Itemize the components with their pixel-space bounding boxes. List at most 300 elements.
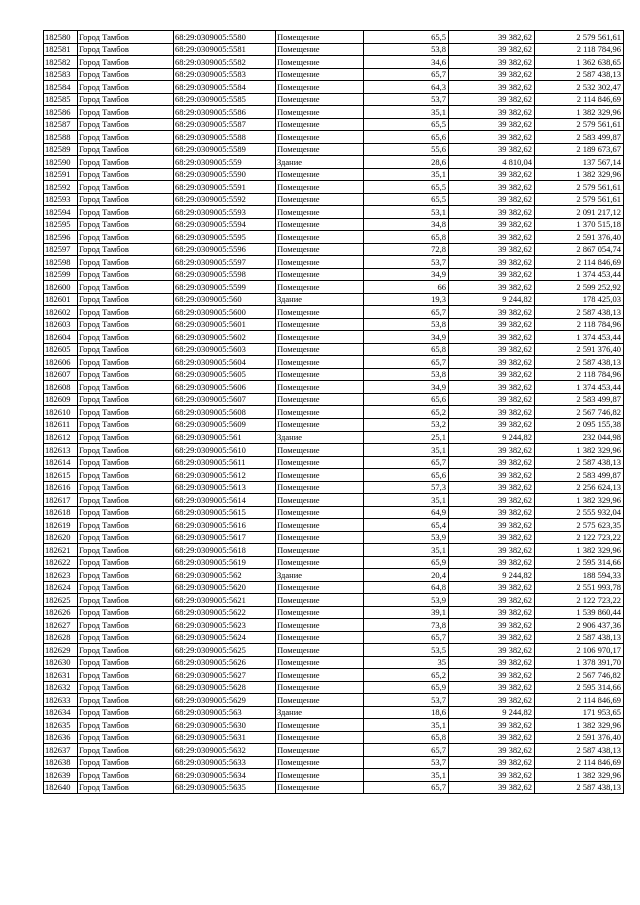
area-cell: 65,5 [364, 118, 449, 131]
cadastral-value-cell: 2 595 314,66 [535, 681, 624, 694]
city-cell: Город Тамбов [78, 356, 174, 369]
cadastral-value-cell: 188 594,33 [535, 569, 624, 582]
unit-price-cell: 39 382,62 [449, 744, 535, 757]
cadastral-number-cell: 68:29:0309005:5616 [174, 519, 276, 532]
city-cell: Город Тамбов [78, 168, 174, 181]
object-type-cell: Помещение [276, 393, 364, 406]
cadastral-value-cell: 1 374 453,44 [535, 268, 624, 281]
table-row [44, 318, 624, 331]
table-row [44, 719, 624, 732]
row-id-cell: 182580 [44, 31, 78, 44]
unit-price-cell: 39 382,62 [449, 606, 535, 619]
cadastral-number-cell: 68:29:0309005:5628 [174, 681, 276, 694]
table-row [44, 431, 624, 444]
cadastral-value-cell: 2 867 054,74 [535, 243, 624, 256]
table-row [44, 231, 624, 244]
object-type-cell: Помещение [276, 694, 364, 707]
object-type-cell: Помещение [276, 469, 364, 482]
row-id-cell: 182602 [44, 306, 78, 319]
area-cell: 55,6 [364, 143, 449, 156]
cadastral-value-cell: 1 382 329,96 [535, 168, 624, 181]
table-row [44, 368, 624, 381]
object-type-cell: Помещение [276, 669, 364, 682]
unit-price-cell: 39 382,62 [449, 68, 535, 81]
city-cell: Город Тамбов [78, 81, 174, 94]
unit-price-cell: 39 382,62 [449, 356, 535, 369]
row-id-cell: 182611 [44, 418, 78, 431]
table-row [44, 181, 624, 194]
cadastral-value-cell: 178 425,03 [535, 293, 624, 306]
cadastral-number-cell: 68:29:0309005:5584 [174, 81, 276, 94]
city-cell: Город Тамбов [78, 268, 174, 281]
unit-price-cell: 39 382,62 [449, 418, 535, 431]
row-id-cell: 182640 [44, 781, 78, 794]
area-cell: 65,6 [364, 131, 449, 144]
city-cell: Город Тамбов [78, 481, 174, 494]
object-type-cell: Помещение [276, 656, 364, 669]
unit-price-cell: 9 244,82 [449, 431, 535, 444]
object-type-cell: Помещение [276, 544, 364, 557]
area-cell: 53,2 [364, 418, 449, 431]
cadastral-value-cell: 2 579 561,61 [535, 181, 624, 194]
cadastral-value-cell: 2 567 746,82 [535, 669, 624, 682]
cadastral-value-cell: 2 587 438,13 [535, 68, 624, 81]
unit-price-cell: 39 382,62 [449, 731, 535, 744]
row-id-cell: 182618 [44, 506, 78, 519]
cadastral-value-cell: 1 382 329,96 [535, 544, 624, 557]
city-cell: Город Тамбов [78, 131, 174, 144]
cadastral-number-cell: 68:29:0309005:5593 [174, 206, 276, 219]
object-type-cell: Помещение [276, 43, 364, 56]
row-id-cell: 182634 [44, 706, 78, 719]
unit-price-cell: 39 382,62 [449, 456, 535, 469]
area-cell: 25,1 [364, 431, 449, 444]
cadastral-value-cell: 2 118 784,96 [535, 318, 624, 331]
area-cell: 20,4 [364, 569, 449, 582]
cadastral-number-cell: 68:29:0309005:5621 [174, 594, 276, 607]
object-type-cell: Помещение [276, 681, 364, 694]
cadastral-value-cell: 2 599 252,92 [535, 281, 624, 294]
area-cell: 53,9 [364, 531, 449, 544]
row-id-cell: 182613 [44, 444, 78, 457]
row-id-cell: 182601 [44, 293, 78, 306]
table-row [44, 444, 624, 457]
city-cell: Город Тамбов [78, 594, 174, 607]
unit-price-cell: 39 382,62 [449, 694, 535, 707]
city-cell: Город Тамбов [78, 544, 174, 557]
cadastral-value-cell: 2 579 561,61 [535, 193, 624, 206]
cadastral-value-cell: 1 370 515,18 [535, 218, 624, 231]
city-cell: Город Тамбов [78, 606, 174, 619]
cadastral-number-cell: 68:29:0309005:5596 [174, 243, 276, 256]
row-id-cell: 182594 [44, 206, 78, 219]
table-row [44, 331, 624, 344]
cadastral-number-cell: 68:29:0309005:562 [174, 569, 276, 582]
unit-price-cell: 39 382,62 [449, 256, 535, 269]
unit-price-cell: 39 382,62 [449, 469, 535, 482]
city-cell: Город Тамбов [78, 231, 174, 244]
cadastral-value-cell: 2 114 846,69 [535, 93, 624, 106]
cadastral-value-cell: 1 362 638,65 [535, 56, 624, 69]
cadastral-value-cell: 2 583 499,87 [535, 393, 624, 406]
table-row [44, 143, 624, 156]
unit-price-cell: 39 382,62 [449, 619, 535, 632]
object-type-cell: Помещение [276, 356, 364, 369]
table-row [44, 243, 624, 256]
object-type-cell: Помещение [276, 331, 364, 344]
object-type-cell: Помещение [276, 193, 364, 206]
object-type-cell: Помещение [276, 56, 364, 69]
row-id-cell: 182582 [44, 56, 78, 69]
area-cell: 65,5 [364, 193, 449, 206]
area-cell: 65,8 [364, 343, 449, 356]
city-cell: Город Тамбов [78, 343, 174, 356]
row-id-cell: 182612 [44, 431, 78, 444]
city-cell: Город Тамбов [78, 143, 174, 156]
unit-price-cell: 39 382,62 [449, 281, 535, 294]
object-type-cell: Помещение [276, 343, 364, 356]
object-type-cell: Помещение [276, 481, 364, 494]
object-type-cell: Помещение [276, 168, 364, 181]
cadastral-number-cell: 68:29:0309005:5618 [174, 544, 276, 557]
cadastral-value-cell: 1 382 329,96 [535, 106, 624, 119]
cadastral-value-cell: 2 591 376,40 [535, 343, 624, 356]
cadastral-value-cell: 1 382 329,96 [535, 444, 624, 457]
area-cell: 53,7 [364, 93, 449, 106]
unit-price-cell: 39 382,62 [449, 243, 535, 256]
cadastral-number-cell: 68:29:0309005:5592 [174, 193, 276, 206]
row-id-cell: 182615 [44, 469, 78, 482]
area-cell: 35,1 [364, 494, 449, 507]
area-cell: 65,7 [364, 356, 449, 369]
area-cell: 65,9 [364, 681, 449, 694]
area-cell: 35,1 [364, 769, 449, 782]
row-id-cell: 182583 [44, 68, 78, 81]
object-type-cell: Помещение [276, 781, 364, 794]
row-id-cell: 182636 [44, 731, 78, 744]
unit-price-cell: 39 382,62 [449, 756, 535, 769]
cadastral-value-cell: 2 091 217,12 [535, 206, 624, 219]
unit-price-cell: 39 382,62 [449, 231, 535, 244]
area-cell: 64,3 [364, 81, 449, 94]
cadastral-value-cell: 1 378 391,70 [535, 656, 624, 669]
cadastral-value-cell: 2 587 438,13 [535, 356, 624, 369]
area-cell: 18,6 [364, 706, 449, 719]
object-type-cell: Помещение [276, 206, 364, 219]
unit-price-cell: 39 382,62 [449, 644, 535, 657]
area-cell: 35,1 [364, 168, 449, 181]
city-cell: Город Тамбов [78, 181, 174, 194]
cadastral-number-cell: 68:29:0309005:5615 [174, 506, 276, 519]
city-cell: Город Тамбов [78, 694, 174, 707]
table-row [44, 106, 624, 119]
cadastral-value-cell: 2 118 784,96 [535, 43, 624, 56]
cadastral-value-cell: 1 382 329,96 [535, 769, 624, 782]
area-cell: 53,8 [364, 43, 449, 56]
object-type-cell: Здание [276, 431, 364, 444]
unit-price-cell: 39 382,62 [449, 206, 535, 219]
cadastral-value-cell: 2 579 561,61 [535, 118, 624, 131]
table-row [44, 519, 624, 532]
cadastral-value-cell: 1 382 329,96 [535, 494, 624, 507]
area-cell: 66 [364, 281, 449, 294]
row-id-cell: 182600 [44, 281, 78, 294]
table-row [44, 193, 624, 206]
row-id-cell: 182630 [44, 656, 78, 669]
cadastral-number-cell: 68:29:0309005:5619 [174, 556, 276, 569]
area-cell: 35 [364, 656, 449, 669]
unit-price-cell: 39 382,62 [449, 93, 535, 106]
object-type-cell: Помещение [276, 581, 364, 594]
area-cell: 64,8 [364, 581, 449, 594]
area-cell: 65,9 [364, 556, 449, 569]
cadastral-value-cell: 2 587 438,13 [535, 781, 624, 794]
area-cell: 65,6 [364, 469, 449, 482]
cadastral-value-cell: 2 095 155,38 [535, 418, 624, 431]
cadastral-value-cell: 2 579 561,61 [535, 31, 624, 44]
table-row [44, 644, 624, 657]
row-id-cell: 182590 [44, 156, 78, 169]
unit-price-cell: 39 382,62 [449, 781, 535, 794]
area-cell: 53,7 [364, 256, 449, 269]
document-page [43, 30, 624, 794]
row-id-cell: 182627 [44, 619, 78, 632]
area-cell: 34,9 [364, 331, 449, 344]
cadastral-number-cell: 68:29:0309005:5594 [174, 218, 276, 231]
area-cell: 39,1 [364, 606, 449, 619]
area-cell: 65,7 [364, 781, 449, 794]
object-type-cell: Помещение [276, 769, 364, 782]
row-id-cell: 182629 [44, 644, 78, 657]
city-cell: Город Тамбов [78, 218, 174, 231]
table-row [44, 469, 624, 482]
object-type-cell: Помещение [276, 268, 364, 281]
object-type-cell: Помещение [276, 318, 364, 331]
cadastral-number-cell: 68:29:0309005:560 [174, 293, 276, 306]
unit-price-cell: 39 382,62 [449, 56, 535, 69]
row-id-cell: 182588 [44, 131, 78, 144]
city-cell: Город Тамбов [78, 293, 174, 306]
table-row [44, 56, 624, 69]
table-row [44, 206, 624, 219]
table-body [44, 31, 624, 794]
cadastral-value-cell: 137 567,14 [535, 156, 624, 169]
object-type-cell: Здание [276, 293, 364, 306]
table-row [44, 406, 624, 419]
city-cell: Город Тамбов [78, 431, 174, 444]
cadastral-number-cell: 68:29:0309005:5627 [174, 669, 276, 682]
object-type-cell: Помещение [276, 506, 364, 519]
row-id-cell: 182631 [44, 669, 78, 682]
city-cell: Город Тамбов [78, 393, 174, 406]
cadastral-number-cell: 68:29:0309005:5590 [174, 168, 276, 181]
object-type-cell: Помещение [276, 131, 364, 144]
cadastral-value-cell: 2 106 970,17 [535, 644, 624, 657]
cadastral-number-cell: 68:29:0309005:5610 [174, 444, 276, 457]
row-id-cell: 182610 [44, 406, 78, 419]
unit-price-cell: 39 382,62 [449, 118, 535, 131]
unit-price-cell: 39 382,62 [449, 481, 535, 494]
unit-price-cell: 39 382,62 [449, 181, 535, 194]
row-id-cell: 182614 [44, 456, 78, 469]
cadastral-number-cell: 68:29:0309005:5620 [174, 581, 276, 594]
area-cell: 19,3 [364, 293, 449, 306]
cadastral-number-cell: 68:29:0309005:5633 [174, 756, 276, 769]
row-id-cell: 182637 [44, 744, 78, 757]
unit-price-cell: 39 382,62 [449, 494, 535, 507]
area-cell: 65,2 [364, 669, 449, 682]
cadastral-number-cell: 68:29:0309005:5603 [174, 343, 276, 356]
row-id-cell: 182587 [44, 118, 78, 131]
object-type-cell: Помещение [276, 406, 364, 419]
table-row [44, 706, 624, 719]
area-cell: 65,4 [364, 519, 449, 532]
city-cell: Город Тамбов [78, 769, 174, 782]
table-row [44, 393, 624, 406]
cadastral-number-cell: 68:29:0309005:5635 [174, 781, 276, 794]
object-type-cell: Помещение [276, 181, 364, 194]
row-id-cell: 182608 [44, 381, 78, 394]
unit-price-cell: 39 382,62 [449, 544, 535, 557]
cadastral-number-cell: 68:29:0309005:5591 [174, 181, 276, 194]
area-cell: 53,9 [364, 594, 449, 607]
unit-price-cell: 39 382,62 [449, 218, 535, 231]
cadastral-number-cell: 68:29:0309005:5617 [174, 531, 276, 544]
table-row [44, 731, 624, 744]
row-id-cell: 182616 [44, 481, 78, 494]
cadastral-number-cell: 68:29:0309005:5583 [174, 68, 276, 81]
object-type-cell: Помещение [276, 444, 364, 457]
row-id-cell: 182603 [44, 318, 78, 331]
table-row [44, 93, 624, 106]
object-type-cell: Помещение [276, 68, 364, 81]
unit-price-cell: 39 382,62 [449, 306, 535, 319]
object-type-cell: Помещение [276, 281, 364, 294]
table-row [44, 506, 624, 519]
unit-price-cell: 39 382,62 [449, 556, 535, 569]
cadastral-number-cell: 68:29:0309005:5612 [174, 469, 276, 482]
object-type-cell: Помещение [276, 719, 364, 732]
row-id-cell: 182595 [44, 218, 78, 231]
table-row [44, 293, 624, 306]
object-type-cell: Помещение [276, 456, 364, 469]
table-row [44, 343, 624, 356]
object-type-cell: Здание [276, 569, 364, 582]
table-row [44, 606, 624, 619]
cadastral-number-cell: 68:29:0309005:5630 [174, 719, 276, 732]
table-row [44, 268, 624, 281]
cadastral-value-cell: 1 539 860,44 [535, 606, 624, 619]
city-cell: Город Тамбов [78, 406, 174, 419]
object-type-cell: Помещение [276, 31, 364, 44]
unit-price-cell: 39 382,62 [449, 168, 535, 181]
unit-price-cell: 39 382,62 [449, 31, 535, 44]
cadastral-number-cell: 68:29:0309005:5611 [174, 456, 276, 469]
city-cell: Город Тамбов [78, 156, 174, 169]
row-id-cell: 182599 [44, 268, 78, 281]
cadastral-value-cell: 2 583 499,87 [535, 469, 624, 482]
table-row [44, 481, 624, 494]
object-type-cell: Помещение [276, 631, 364, 644]
city-cell: Город Тамбов [78, 206, 174, 219]
unit-price-cell: 9 244,82 [449, 706, 535, 719]
object-type-cell: Помещение [276, 93, 364, 106]
area-cell: 35,1 [364, 444, 449, 457]
table-row [44, 681, 624, 694]
city-cell: Город Тамбов [78, 669, 174, 682]
cadastral-number-cell: 68:29:0309005:5634 [174, 769, 276, 782]
unit-price-cell: 4 810,04 [449, 156, 535, 169]
unit-price-cell: 39 382,62 [449, 669, 535, 682]
cadastral-value-cell: 2 595 314,66 [535, 556, 624, 569]
object-type-cell: Помещение [276, 731, 364, 744]
table-row [44, 418, 624, 431]
row-id-cell: 182633 [44, 694, 78, 707]
row-id-cell: 182606 [44, 356, 78, 369]
cadastral-value-cell: 2 114 846,69 [535, 756, 624, 769]
unit-price-cell: 39 382,62 [449, 581, 535, 594]
table-row [44, 81, 624, 94]
unit-price-cell: 39 382,62 [449, 343, 535, 356]
table-row [44, 218, 624, 231]
area-cell: 53,7 [364, 756, 449, 769]
area-cell: 65,8 [364, 231, 449, 244]
area-cell: 65,7 [364, 68, 449, 81]
city-cell: Город Тамбов [78, 581, 174, 594]
object-type-cell: Помещение [276, 306, 364, 319]
row-id-cell: 182623 [44, 569, 78, 582]
row-id-cell: 182586 [44, 106, 78, 119]
unit-price-cell: 39 382,62 [449, 268, 535, 281]
cadastral-value-cell: 2 114 846,69 [535, 694, 624, 707]
cadastral-value-cell: 2 575 623,35 [535, 519, 624, 532]
cadastral-number-cell: 68:29:0309005:5607 [174, 393, 276, 406]
cadastral-value-cell: 1 382 329,96 [535, 719, 624, 732]
table-row [44, 306, 624, 319]
area-cell: 34,6 [364, 56, 449, 69]
cadastral-number-cell: 68:29:0309005:5606 [174, 381, 276, 394]
cadastral-number-cell: 68:29:0309005:5608 [174, 406, 276, 419]
city-cell: Город Тамбов [78, 494, 174, 507]
area-cell: 35,1 [364, 106, 449, 119]
table-row [44, 131, 624, 144]
cadastral-value-cell: 171 953,65 [535, 706, 624, 719]
cadastral-number-cell: 68:29:0309005:5589 [174, 143, 276, 156]
row-id-cell: 182619 [44, 519, 78, 532]
city-cell: Город Тамбов [78, 318, 174, 331]
table-row [44, 556, 624, 569]
area-cell: 34,8 [364, 218, 449, 231]
city-cell: Город Тамбов [78, 31, 174, 44]
unit-price-cell: 39 382,62 [449, 381, 535, 394]
area-cell: 57,3 [364, 481, 449, 494]
object-type-cell: Помещение [276, 556, 364, 569]
object-type-cell: Помещение [276, 243, 364, 256]
row-id-cell: 182632 [44, 681, 78, 694]
cadastral-number-cell: 68:29:0309005:5629 [174, 694, 276, 707]
cadastral-value-cell: 2 118 784,96 [535, 368, 624, 381]
table-row [44, 581, 624, 594]
unit-price-cell: 39 382,62 [449, 681, 535, 694]
unit-price-cell: 9 244,82 [449, 569, 535, 582]
table-row [44, 156, 624, 169]
cadastral-number-cell: 68:29:0309005:5582 [174, 56, 276, 69]
area-cell: 53,5 [364, 644, 449, 657]
table-row [44, 656, 624, 669]
cadastral-number-cell: 68:29:0309005:5580 [174, 31, 276, 44]
unit-price-cell: 39 382,62 [449, 393, 535, 406]
row-id-cell: 182584 [44, 81, 78, 94]
